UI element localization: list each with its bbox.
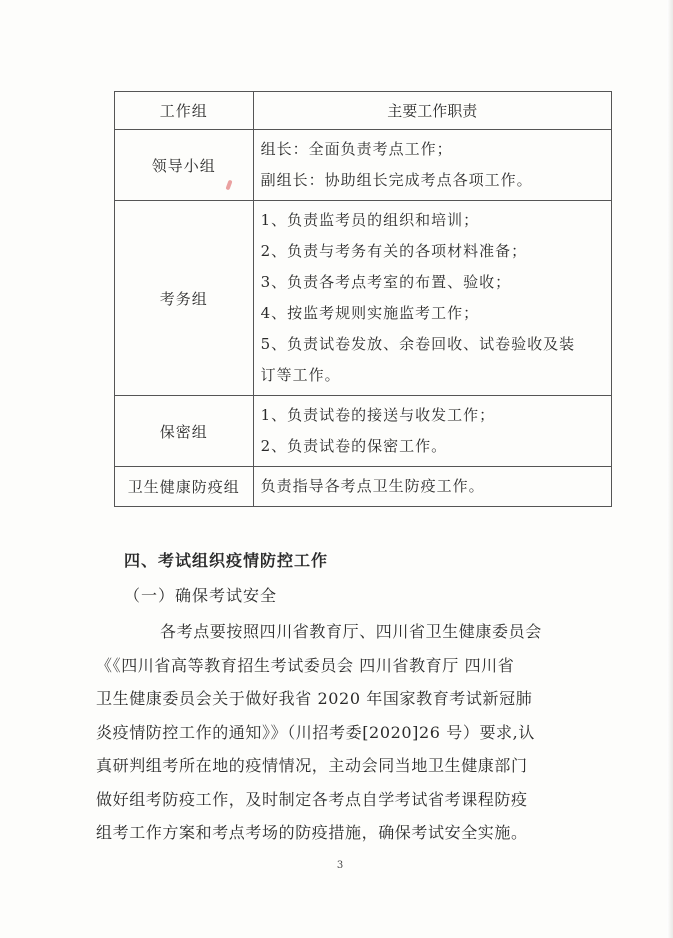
duty-line: 2、负责与考务有关的各项材料准备； (260, 242, 528, 260)
duty-line: 订等工作。 (260, 366, 341, 384)
table-row (115, 396, 612, 467)
paragraph-line: 《《四川省高等教育招生考试委员会 四川省教育厅 四川省 (96, 655, 515, 675)
duty-line: 1、负责试卷的接送与收发工作； (260, 406, 496, 424)
duty-line: 4、按监考规则实施监考工作； (260, 304, 480, 322)
duty-line: 2、负责试卷的保密工作。 (260, 437, 448, 455)
duty-line: 组长：全面负责考点工作； (260, 140, 453, 158)
table-row (115, 201, 612, 396)
header-main-duties: 主要工作职责 (253, 92, 611, 130)
duty-cell (253, 467, 611, 507)
section-heading: 四、考试组织疫情防控工作 (124, 551, 329, 570)
header-work-group: 工作组 (115, 92, 254, 130)
duty-cell (253, 130, 611, 201)
duty-table (114, 91, 612, 507)
paragraph-line: 真研判组考所在地的疫情情况，主动会同当地卫生健康部门 (96, 756, 528, 775)
table-header-row (115, 92, 612, 130)
duty-line: 副组长：协助组长完成考点各项工作。 (260, 171, 533, 189)
paragraph-line: 卫生健康委员会关于做好我省 2020 年国家教育考试新冠肺 (96, 689, 533, 708)
duty-line: 5、负责试卷发放、余卷回收、试卷验收及装 (260, 335, 576, 353)
duty-line: 3、负责各考点考室的布置、验收； (260, 273, 512, 291)
table-row (115, 130, 612, 201)
duty-cell (253, 396, 611, 467)
group-cell: 考务组 (115, 201, 254, 396)
page-edge-shadow (667, 0, 673, 938)
duty-line: 负责指导各考点卫生防疫工作。 (260, 477, 485, 495)
paragraph-line: 做好组考防疫工作，及时制定各考点自学考试省考课程防疫 (96, 789, 528, 809)
duty-line: 1、负责监考员的组织和培训； (260, 211, 480, 229)
paragraph-line: 各考点要按照四川省教育厅、四川省卫生健康委员会 (160, 622, 542, 641)
body-paragraph (96, 615, 598, 850)
group-cell: 卫生健康防疫组 (115, 467, 254, 507)
group-cell: 领导小组 (115, 130, 254, 201)
table-row (115, 467, 612, 507)
page-number: 3 (336, 860, 344, 871)
duty-cell (253, 201, 611, 396)
paragraph-line: 炎疫情防控工作的通知》》（川招考委[2020]26 号）要求,认 (96, 722, 535, 742)
section-subheading: （一）确保考试安全 (124, 586, 278, 605)
paragraph-line: 组考工作方案和考点考场的防疫措施，确保考试安全实施。 (96, 823, 528, 842)
group-cell: 保密组 (115, 396, 254, 467)
